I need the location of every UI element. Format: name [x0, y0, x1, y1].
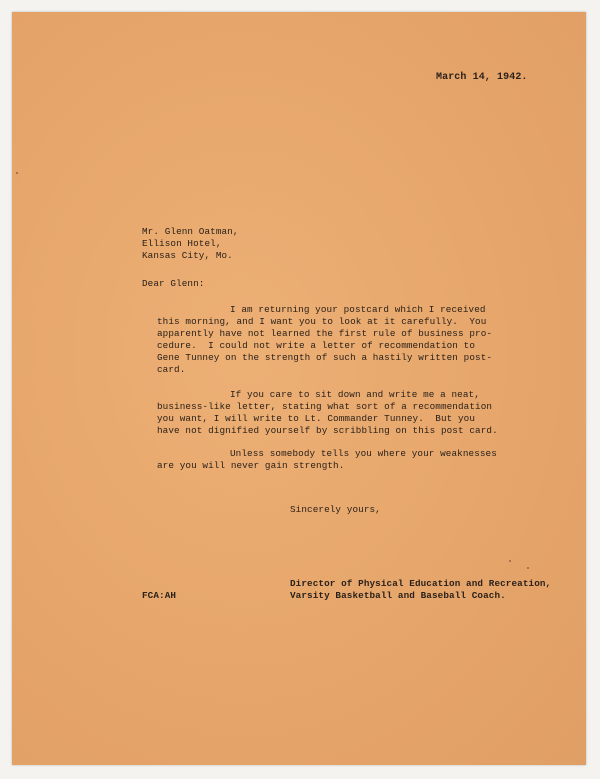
typist-initials: FCA:AH — [142, 590, 177, 601]
paragraph-2-line: If you care to sit down and write me a neat, — [230, 389, 480, 400]
address-line-hotel: Ellison Hotel, — [142, 238, 222, 249]
letter-paper — [12, 12, 586, 765]
signature-title-line: Director of Physical Education and Recreation, — [290, 578, 552, 589]
paragraph-1-line: I am returning your postcard which I received — [230, 304, 486, 315]
paragraph-1-line: card. — [157, 364, 186, 375]
salutation: Dear Glenn: — [142, 278, 205, 289]
paper-blemish — [509, 560, 511, 562]
paragraph-3-line: Unless somebody tells you where your weaknesses — [230, 448, 497, 459]
letter-date: March 14, 1942. — [436, 72, 528, 83]
paragraph-1-line: cedure. I could not write a letter of recommendation to — [157, 340, 476, 351]
paragraph-2-line: have not dignified yourself by scribbling on this post card. — [157, 425, 498, 436]
paper-blemish — [16, 172, 18, 174]
closing: Sincerely yours, — [290, 504, 381, 515]
paragraph-2-line: business-like letter, stating what sort of a recommendation — [157, 401, 493, 412]
paragraph-1-line: apparently have not learned the first rule of business pro- — [157, 328, 493, 339]
paper-blemish — [527, 567, 529, 569]
paragraph-2-line: you want, I will write to Lt. Commander Tunney. But you — [157, 413, 476, 424]
address-line-name: Mr. Glenn Oatman, — [142, 226, 239, 237]
signature-title-line: Varsity Basketball and Baseball Coach. — [290, 590, 506, 601]
paragraph-3-line: are you will never gain strength. — [157, 460, 345, 471]
address-line-city: Kansas City, Mo. — [142, 250, 233, 261]
paragraph-1-line: Gene Tunney on the strength of such a hastily written post- — [157, 352, 493, 363]
paragraph-1-line: this morning, and I want you to look at it carefully. You — [157, 316, 487, 327]
